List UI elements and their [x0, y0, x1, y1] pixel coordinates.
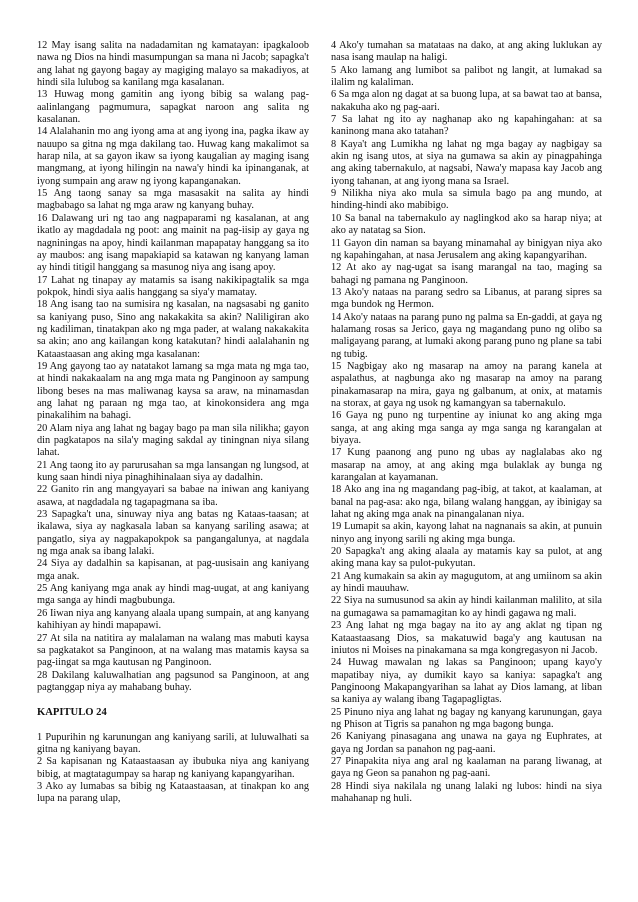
verse-paragraph: 14 Ako'y nataas na parang puno ng palma sa En-gaddi, at gaya ng halamang rosas sa Jerico, gaya ng magandang puno ng olibo sa maligayang parang, at lumaki akong parang puno ng plane sa tabi ng tubig.: [331, 311, 602, 360]
verse-paragraph: 26 Kaniyang pinasagana ang unawa na gaya ng Euphrates, at gaya ng Jordan sa panahon ng pag-aani.: [331, 731, 602, 755]
verse-paragraph: 16 Gaya ng puno ng turpentine ay iniunat ko ang aking mga sanga, at ang aking mga sanga ay mga sanga ng karangalan at biyaya.: [331, 410, 602, 446]
verse-paragraph: 10 Sa banal na tabernakulo ay naglingkod ako sa harap niya; at ako ay natatag sa Sion.: [331, 212, 602, 237]
verse-paragraph: 23 Sapagka't una, sinuway niya ang batas ng Kataas-taasan; at ikalawa, siya ay nagkasala laban sa kanyang sariling asawa; at pangatlo, siya ay nagpakapokpok sa pangangalunya, at nagdala ng mga anak sa ibang lalaki.: [37, 509, 309, 558]
verse-paragraph: 12 May isang salita na nadadamitan ng kamatayan: ipagkaloob nawa ng Dios na hindi masumpungan sa mana ni Jacob; sapagka't ang lahat ng gayong bagay ay magiging malayo sa makadiyos, at hindi sila lulubog sa kanilang mga kasalanan.: [37, 40, 309, 89]
verse-paragraph: 26 Iiwan niya ang kanyang alaala upang sumpain, at ang kanyang kahihiyan ay hindi mapapawi.: [37, 607, 309, 632]
verse-paragraph: 18 Ako ang ina ng magandang pag-ibig, at takot, at kaalaman, at banal na pag-asa: ako nga, bilang walang hanggan, ay ibinigay sa lahat ng aking mga anak na pinangalanan niya.: [331, 484, 602, 521]
verse-paragraph: 21 Ang taong ito ay parurusahan sa mga lansangan ng lungsod, at kung saan hindi niya pinaghihinalaan siya ay dadalhin.: [37, 459, 309, 484]
verse-paragraph: 16 Dalawang uri ng tao ang nagpaparami ng kasalanan, at ang ikatlo ay magdadala ng poot: ang mainit na pag-iisip ay gaya ng nagniningas na apoy, hindi kailanman mapapatay hanggang sa ito ay maubos: ang isang mapakiapid sa katawan ng kanyang laman ay hindi titigil hanggang sa masunog niya ang isang apoy.: [37, 212, 309, 274]
verse-paragraph: 18 Ang isang tao na sumisira ng kasalan, na nagsasabi ng ganito sa kaniyang puso, Sino ang nakakakita sa akin? Naliligiran ako ng kadiliman, tinatakpan ako ng mga pader, at walang nakakakita sa akin; ano ang kailangan kong katakutan? hindi aalalahanin ng Kataastaasan ang aking mga kasalanan:: [37, 299, 309, 360]
verse-paragraph: 2 Sa kapisanan ng Kataastaasan ay ibubuka niya ang kaniyang bibig, at magtatagumpay sa harap ng kaniyang kapangyarihan.: [37, 756, 309, 780]
verse-paragraph: 13 Huwag mong gamitin ang iyong bibig sa walang pag-aalinlangang pagmumura, sapagkat naroon ang salita ng kasalanan.: [37, 89, 309, 126]
verse-paragraph: 25 Ang kaniyang mga anak ay hindi mag-uugat, at ang kaniyang mga sanga ay hindi magbubunga.: [37, 583, 309, 607]
verse-paragraph: 9 Nilikha niya ako mula sa simula bago pa ang mundo, at hinding-hindi ako mabibigo.: [331, 188, 602, 212]
verse-paragraph: 27 Pinapakita niya ang aral ng kaalaman na parang liwanag, at gaya ng Geon sa panahon ng pag-aani.: [331, 755, 602, 780]
verse-paragraph: 17 Lahat ng tinapay ay matamis sa isang nakikipagtalik sa mga pokpok, hindi siya aalis hanggang sa siya'y mamatay.: [37, 274, 309, 298]
verse-paragraph: 22 Ganito rin ang mangyayari sa babae na iniwan ang kaniyang asawa, at nagdadala ng tagapagmana sa iba.: [37, 484, 309, 508]
right-column: [331, 40, 602, 805]
verse-paragraph: 19 Ang gayong tao ay natatakot lamang sa mga mata ng mga tao, at hindi nakakaalam na ang mga mata ng Panginoon ay sampung libong beses na mas maliwanag kaysa sa araw, na minamasdan ang lahat ng paraan ng mga tao, at kinokonsidera ang mga pinakalihim na bahagi.: [37, 360, 309, 422]
verse-paragraph: 28 Hindi siya nakilala ng unang lalaki ng lubos: hindi na siya mahahanap ng huli.: [331, 780, 602, 804]
verse-paragraph: 4 Ako'y tumahan sa matataas na dako, at ang aking luklukan ay nasa isang maulap na haligi.: [331, 40, 602, 64]
verse-list-after-heading: [37, 732, 309, 806]
verse-paragraph: 22 Siya na sumusunod sa akin ay hindi kailanman malilito, at sila na gumagawa sa pamamagitan ko ay hindi gagawa ng mali.: [331, 595, 602, 619]
verse-paragraph: 14 Alalahanin mo ang iyong ama at ang iyong ina, pagka ikaw ay nauupo sa gitna ng mga dakilang tao. Huwag kang makalimot sa harap nila, at sa gayon ikaw sa iyong kaugalian ay maging isang mangmang, at iyong hilingin na nawa'y hindi ka ipinanganak, at iyong sumpain ang araw ng iyong kapanganakan.: [37, 126, 309, 187]
verse-paragraph: 24 Huwag mawalan ng lakas sa Panginoon; upang kayo'y mapatibay niya, ay dumikit kayo sa kaniya: sapagka't ang Panginoong Makapangyarihan sa lahat ay Dios lamang, at liban sa kaniya ay walang ibang Tagapagligtas.: [331, 657, 602, 706]
verse-paragraph: 24 Siya ay dadalhin sa kapisanan, at pag-uusisain ang kaniyang mga anak.: [37, 558, 309, 582]
verse-paragraph: 8 Kaya't ang Lumikha ng lahat ng mga bagay ay nagbigay sa akin ng isang utos, at siya na gumawa sa akin ay pinagpahinga ang aking tabernakulo, at nagsabi, Nawa'y mapasa kay Jacob ang iyong tahanan, at ang iyong mana sa Israel.: [331, 138, 602, 187]
verse-paragraph: 20 Sapagka't ang aking alaala ay matamis kay sa pulot, at ang aking mana kay sa pulot-pukyutan.: [331, 546, 602, 570]
verse-paragraph: 13 Ako'y nataas na parang sedro sa Libanus, at parang sipres sa mga bundok ng Hermon.: [331, 286, 602, 311]
verse-paragraph: 15 Ang taong sanay sa mga masasakit na salita ay hindi magbabago sa lahat ng mga araw ng kanyang buhay.: [37, 188, 309, 212]
verse-paragraph: 15 Nagbigay ako ng masarap na amoy na parang kanela at aspalathus, at nagbunga ako ng masarap na amoy na parang pinakamasarap na mira, gaya ng galbanum, at onix, at matamis na storax, at gaya ng usok ng kamangyan sa tabernakulo.: [331, 360, 602, 409]
verse-paragraph: 23 Ang lahat ng mga bagay na ito ay ang aklat ng tipan ng Kataastaasang Dios, sa makatuwid baga'y ang kautusan na iniutos ni Moises na pinakamana sa mga kongregasyon ni Jacob.: [331, 620, 602, 656]
verse-paragraph: 12 At ako ay nag-ugat sa isang marangal na tao, maging sa bahagi ng pamana ng Panginoon.: [331, 262, 602, 286]
verse-paragraph: 17 Kung paanong ang puno ng ubas ay naglalabas ako ng masarap na amoy, at ang aking mga bulaklak ay bunga ng karangalan at kayamanan.: [331, 447, 602, 484]
verse-paragraph: 20 Alam niya ang lahat ng bagay bago pa man sila nilikha; gayon din pagkatapos na sila'y maging sakdal ay tiningnan niya silang lahat.: [37, 422, 309, 459]
verse-paragraph: 6 Sa mga alon ng dagat at sa buong lupa, at sa bawat tao at bansa, nakakuha ako ng pag-aari.: [331, 89, 602, 113]
verse-list: [331, 40, 602, 805]
verse-paragraph: 27 At sila na natitira ay malalaman na walang mas mabuti kaysa sa pagkatakot sa Panginoon, at na walang mas matamis kaysa sa pag-iingat sa mga kautusan ng Panginoon.: [37, 632, 309, 669]
verse-paragraph: 25 Pinuno niya ang lahat ng bagay ng kanyang karunungan, gaya ng Phison at Tigris sa panahon ng mga bagong bunga.: [331, 706, 602, 730]
verse-paragraph: 28 Dakilang kaluwalhatian ang pagsunod sa Panginoon, at ang pagtanggap niya ay mahabang buhay.: [37, 669, 309, 693]
chapter-heading: KAPITULO 24: [37, 707, 107, 719]
verse-paragraph: 21 Ang kumakain sa akin ay magugutom, at ang umiinom sa akin ay hindi mauuhaw.: [331, 570, 602, 595]
verse-list-before-heading: [37, 40, 309, 694]
verse-paragraph: 7 Sa lahat ng ito ay naghanap ako ng kapahingahan: at sa kaninong mana ako tatahan?: [331, 114, 602, 138]
verse-paragraph: 11 Gayon din naman sa bayang minamahal ay binigyan niya ako ng kapahingahan, at nasa Jerusalem ang aking kapangyarihan.: [331, 237, 602, 261]
verse-paragraph: 3 Ako ay lumabas sa bibig ng Kataastaasan, at tinakpan ko ang lupa na parang ulap,: [37, 780, 309, 805]
verse-paragraph: 1 Pupurihin ng karunungan ang kaniyang sarili, at luluwalhati sa gitna ng kaniyang bayan.: [37, 731, 309, 755]
verse-paragraph: 5 Ako lamang ang lumibot sa palibot ng langit, at lumakad sa ilalim ng kalaliman.: [331, 64, 602, 89]
verse-paragraph: 19 Lumapit sa akin, kayong lahat na nagnanais sa akin, at punuin ninyo ang inyong sarili ng aking mga bunga.: [331, 521, 602, 545]
left-column: [37, 40, 309, 806]
